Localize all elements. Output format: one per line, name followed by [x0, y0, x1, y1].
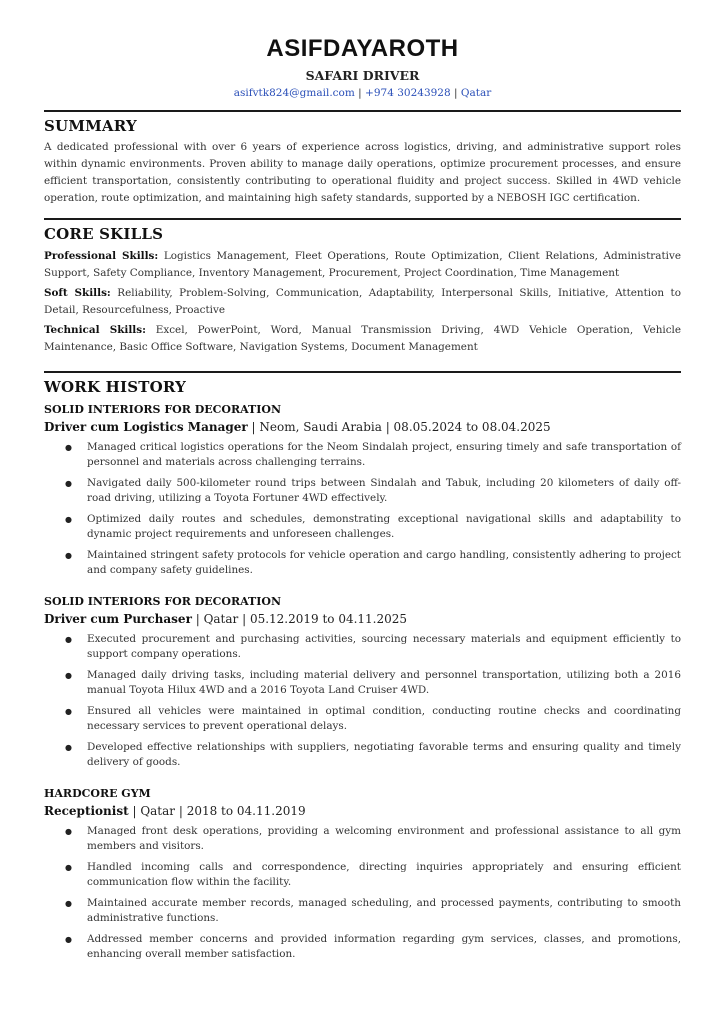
list-item: ● Executed procurement and purchasing activities, sourcing necessary materials and equipment efficiently to support company operations. — [44, 632, 681, 662]
contact-line — [0, 86, 725, 101]
job-role: Driver cum Logistics Manager — [44, 420, 248, 434]
soft-skills — [44, 285, 681, 318]
skill-label: Professional Skills: — [44, 250, 159, 262]
skill-text: Reliability, Problem-Solving, Communication, Adaptability, Interpersonal Skills, Initiative, Attention to Detail, Resourcefulness, Proactive — [44, 287, 681, 316]
location-link[interactable]: Qatar — [460, 87, 492, 99]
list-item: ● Optimized daily routes and schedules, demonstrating exceptional navigational skills and adaptability to dynamic project requirements and unforeseen challenges. — [44, 512, 681, 542]
list-item: ● Maintained stringent safety protocols for vehicle operation and cargo handling, consistently adhering to project and company safety guidelines. — [44, 548, 681, 578]
job-duties — [44, 440, 681, 578]
list-item: ● Maintained accurate member records, managed scheduling, and processed payments, contributing to smooth administrative functions. — [44, 896, 681, 926]
company-name: SOLID INTERIORS FOR DECORATION — [44, 403, 281, 416]
skill-label: Soft Skills: — [44, 287, 111, 299]
list-item: ● Managed daily driving tasks, including material delivery and personnel transportation, utilizing both a 2016 manual Toyota Hilux 4WD and a 2016 Toyota Land Cruiser 4WD. — [44, 668, 681, 698]
list-item: ● Managed front desk operations, providing a welcoming environment and professional assistance to all gym members and visitors. — [44, 824, 681, 854]
company-name: HARDCORE GYM — [44, 787, 151, 800]
job-role-line — [44, 418, 681, 436]
job-duties — [44, 824, 681, 962]
job-details: | Qatar | 2018 to 04.11.2019 — [128, 804, 306, 818]
job-role: Receptionist — [44, 804, 129, 818]
job-details: | Neom, Saudi Arabia | 08.05.2024 to 08.04.2025 — [247, 420, 551, 434]
work-section — [44, 371, 681, 397]
job-role-line — [44, 610, 681, 628]
phone-link[interactable]: +974 30243928 — [365, 87, 451, 99]
email-link[interactable]: asifvtk824@gmail.com — [233, 87, 355, 99]
list-item: ● Managed critical logistics operations for the Neom Sindalah project, ensuring timely and safe transportation of personnel and materials across challenging terrains. — [44, 440, 681, 470]
list-item: ● Handled incoming calls and correspondence, directing inquiries appropriately and ensuring efficient communication flow within the facility. — [44, 860, 681, 890]
job-entry — [44, 594, 681, 776]
contact-separator: | — [354, 87, 366, 99]
resume-header — [0, 0, 725, 101]
summary-text: A dedicated professional with over 6 years of experience across logistics, driving, and administrative support roles within dynamic environments. Proven ability to manage daily operations, optimize procurement processes, and ensure efficient transportation, consistently contributing to operational fluidity and project success. Skilled in 4WD vehicle operation, route optimization, and maintaining high safety standards, supported by a NEBOSH IGC certification. — [44, 141, 681, 204]
professional-skills — [44, 248, 681, 281]
summary-heading: SUMMARY — [44, 117, 137, 135]
job-duties — [44, 632, 681, 770]
company-name: SOLID INTERIORS FOR DECORATION — [44, 595, 281, 608]
job-entry — [44, 402, 681, 584]
skill-text: Excel, PowerPoint, Word, Manual Transmission Driving, 4WD Vehicle Operation, Vehicle Maintenance, Basic Office Software, Navigation Systems, Document Management — [44, 324, 681, 353]
job-role-line — [44, 802, 681, 820]
skill-label: Technical Skills: — [44, 324, 146, 336]
list-item: ● Developed effective relationships with suppliers, negotiating favorable terms and ensuring quality and timely delivery of goods. — [44, 740, 681, 770]
technical-skills — [44, 322, 681, 355]
candidate-name: ASIFDAYAROTH — [266, 35, 459, 62]
summary-section — [44, 110, 681, 207]
skills-heading: CORE SKILLS — [44, 225, 164, 243]
list-item: ● Ensured all vehicles were maintained in optimal condition, conducting routine checks and coordinating necessary services to prevent operational delays. — [44, 704, 681, 734]
job-entry — [44, 786, 681, 968]
skills-section — [44, 218, 681, 355]
section-divider — [44, 218, 681, 220]
job-role: Driver cum Purchaser — [44, 612, 192, 626]
skill-text: Logistics Management, Fleet Operations, Route Optimization, Client Relations, Administrative Support, Safety Compliance, Inventory Management, Procurement, Project Coordination, Time Management — [44, 250, 681, 279]
candidate-title: SAFARI DRIVER — [305, 68, 420, 83]
list-item: ● Addressed member concerns and provided information regarding gym services, classes, and promotions, enhancing overall member satisfaction. — [44, 932, 681, 962]
list-item: ● Navigated daily 500-kilometer round trips between Sindalah and Tabuk, including 20 kilometers of daily off-road driving, utilizing a Toyota Fortuner 4WD effectively. — [44, 476, 681, 506]
contact-separator: | — [450, 87, 461, 99]
work-heading: WORK HISTORY — [44, 378, 186, 396]
job-details: | Qatar | 05.12.2019 to 04.11.2025 — [191, 612, 408, 626]
section-divider — [44, 371, 681, 373]
section-divider — [44, 110, 681, 112]
